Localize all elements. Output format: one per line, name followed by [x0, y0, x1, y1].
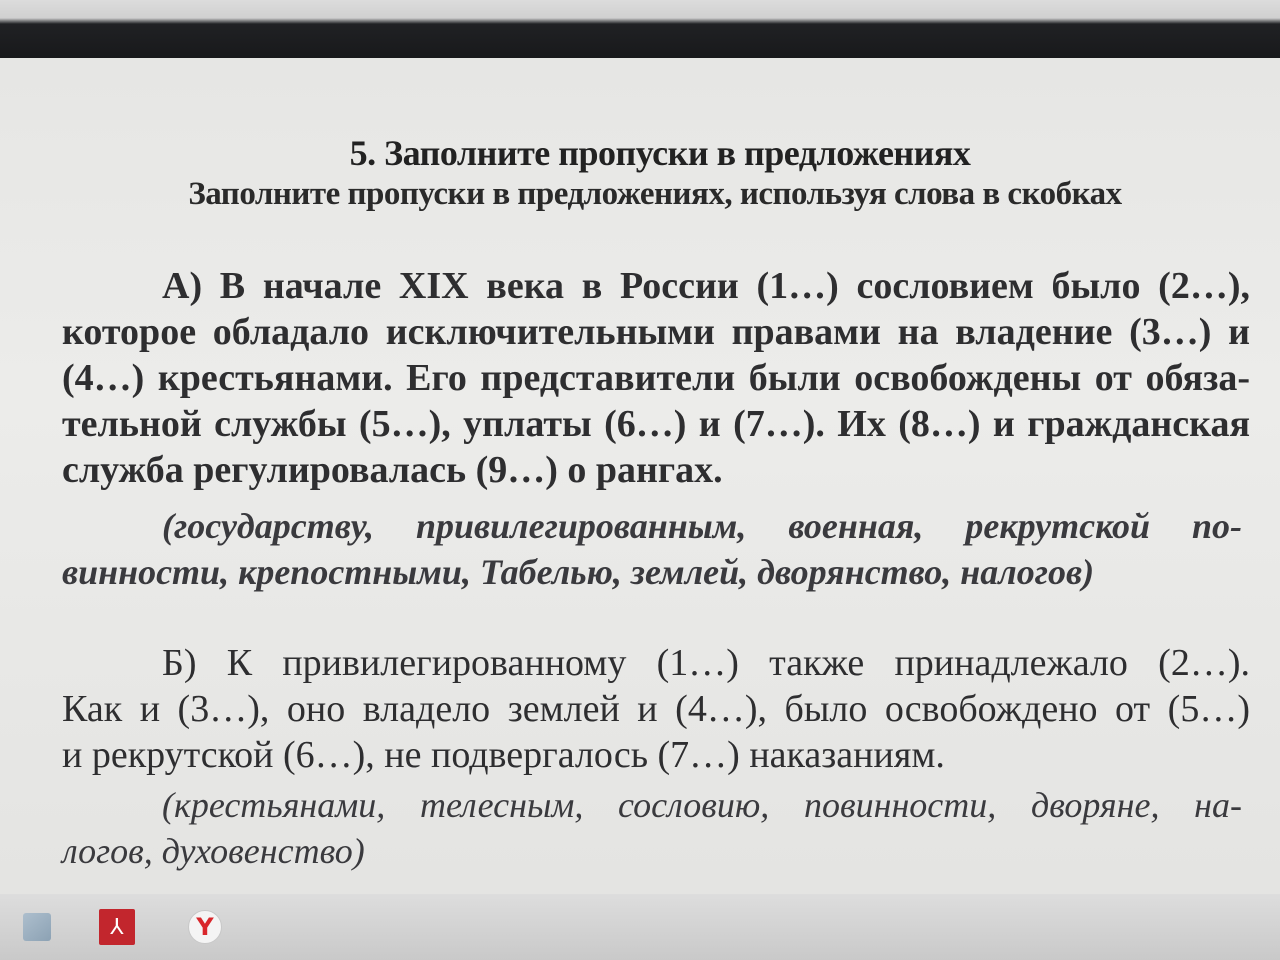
taskbar-item-window[interactable] [14, 904, 60, 950]
word-bank-b [62, 782, 1242, 874]
window-icon [23, 913, 51, 941]
word-bank-a [62, 503, 1242, 595]
paragraph-a-line: служба регулировалась (9…) о рангах. [62, 449, 723, 491]
paragraph-b-line: и рекрутской (6…), не подвергалось (7…) наказаниям. [62, 734, 945, 776]
document-viewer[interactable] [0, 58, 1280, 894]
paragraph-b-line: Б) К привилегированному (1…) также принадлежало (2…). [162, 642, 1250, 684]
paragraph-a [62, 263, 1250, 493]
paragraph-a-line: А) В начале XIX века в России (1…) сословием было (2…), [162, 265, 1250, 307]
taskbar [0, 894, 1280, 960]
paragraph-a-line: которое обладало исключительными правами на владение (3…) и [62, 311, 1250, 353]
word-bank-b-line: логов, духовенство) [62, 831, 365, 871]
paragraph-b-line: Как и (3…), оно владело землей и (4…), было освобождено от (5…) [62, 688, 1250, 730]
word-bank-b-line: (крестьянами, телесным, сословию, повинности, дворяне, на- [162, 785, 1242, 825]
yandex-browser-icon [188, 910, 222, 944]
taskbar-item-yandex-browser[interactable] [182, 904, 228, 950]
document-page [0, 58, 1280, 894]
taskbar-item-pdf-reader[interactable] [94, 904, 140, 950]
yandex-icon-glyph: Y [196, 913, 214, 941]
pdf-icon [99, 909, 135, 945]
monitor-bezel [0, 0, 1280, 58]
word-bank-a-line: винности, крепостными, Табелью, землей, дворянство, налогов) [62, 552, 1095, 592]
page-title: 5. Заполните пропуски в предложениях [349, 133, 971, 173]
page-subtitle: Заполните пропуски в предложениях, используя слова в скобках [188, 176, 1122, 212]
paragraph-b [62, 640, 1250, 778]
paragraph-a-line: (4…) крестьянами. Его представители были освобождены от обяза- [62, 357, 1250, 399]
pdf-icon-glyph: ⅄ [110, 914, 124, 940]
word-bank-a-line: (государству, привилегированным, военная, рекрутской по- [162, 506, 1242, 546]
paragraph-a-line: тельной службы (5…), уплаты (6…) и (7…). Их (8…) и гражданская [62, 403, 1250, 445]
